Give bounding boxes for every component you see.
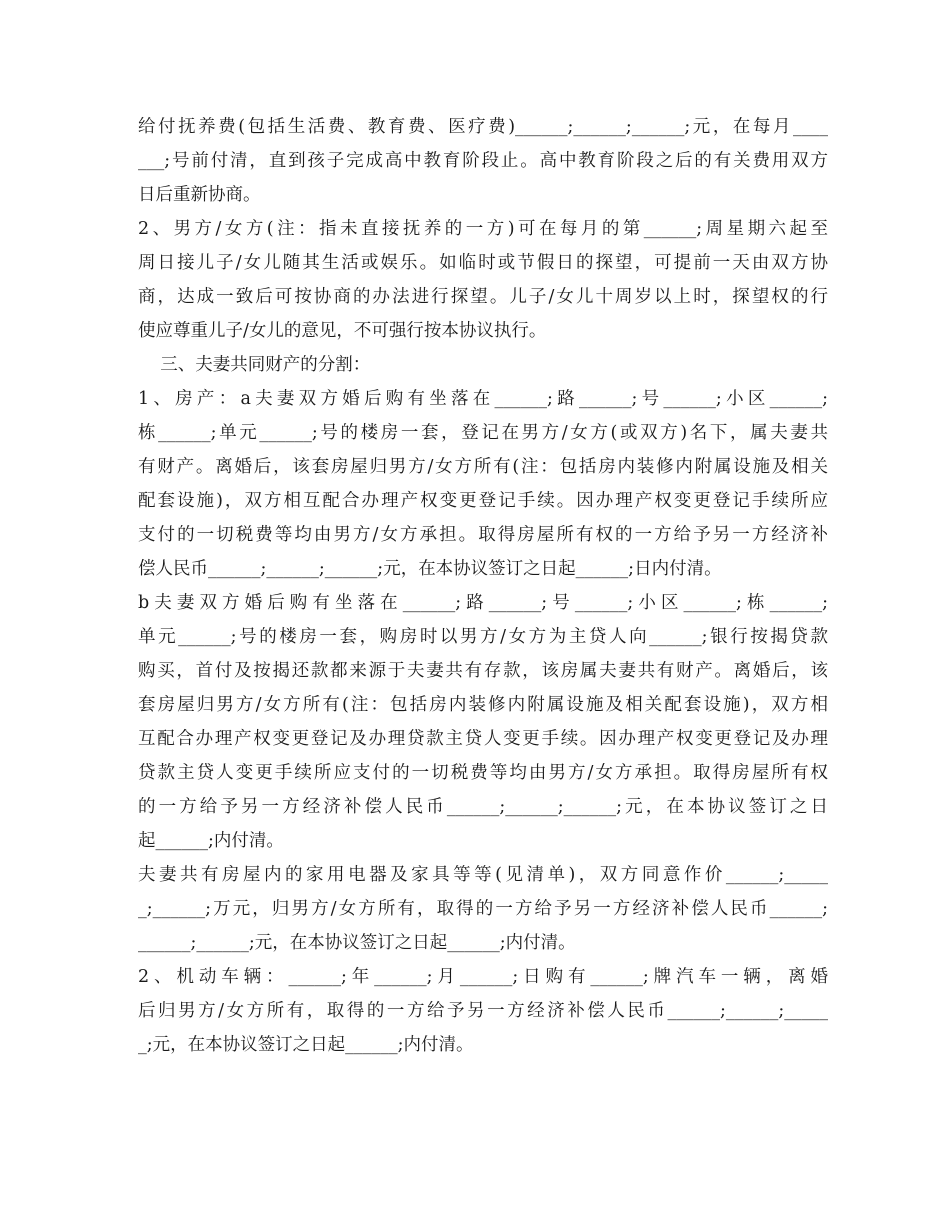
text-line: 夫妻共有房屋内的家用电器及家具等等(见清单)，双方同意作价______;_____ bbox=[138, 865, 828, 885]
text-line: 的一方给予另一方经济补偿人民币______;______;______;元，在本协议签订之日 bbox=[138, 797, 828, 817]
text-line: 偿人民币______;______;______;元，在本协议签订之日起______;日内付清。 bbox=[138, 559, 722, 579]
text-line: 购买，首付及按揭还款都来源于夫妻共有存款，该房属夫妻共有财产。离婚后，该 bbox=[138, 661, 828, 681]
text-line: 周日接儿子/女儿随其生活或娱乐。如临时或节假日的探望，可提前一天由双方协 bbox=[138, 253, 828, 273]
text-line: 有财产。离婚后，该套房屋归男方/女方所有(注：包括房内装修内附属设施及相关 bbox=[138, 457, 828, 477]
text-line: _;元，在本协议签订之日起______;内付清。 bbox=[138, 1035, 474, 1055]
text-line: 起______;内付清。 bbox=[138, 831, 284, 851]
text-line: b夫妻双方婚后购有坐落在______;路______;号______;小区______;栋______; bbox=[138, 593, 828, 613]
text-line: ___;号前付清，直到孩子完成高中教育阶段止。高中教育阶段之后的有关费用双方 bbox=[138, 151, 828, 171]
text-line: 使应尊重儿子/女儿的意见，不可强行按本协议执行。 bbox=[138, 321, 547, 341]
text-line: 三、夫妻共同财产的分割： bbox=[138, 355, 371, 375]
document-body bbox=[138, 110, 828, 1062]
text-line: 1、房产：a夫妻双方婚后购有坐落在______;路______;号______;小区______; bbox=[138, 389, 828, 409]
text-line: 2、机动车辆：______;年______;月______;日购有______;牌汽车一辆，离婚 bbox=[138, 967, 828, 987]
text-line: 给付抚养费(包括生活费、教育费、医疗费)______;______;______;元，在每月____ bbox=[138, 117, 828, 137]
text-line: 后归男方/女方所有，取得的一方给予另一方经济补偿人民币______;______;_____ bbox=[138, 1001, 828, 1021]
text-line: 2、男方/女方(注：指未直接抚养的一方)可在每月的第______;周星期六起至 bbox=[138, 219, 828, 239]
text-line: 栋______;单元______;号的楼房一套，登记在男方/女方(或双方)名下，属夫妻共 bbox=[138, 423, 828, 443]
text-line: 配套设施)，双方相互配合办理产权变更登记手续。因办理产权变更登记手续所应 bbox=[138, 491, 828, 511]
text-line: 单元______;号的楼房一套，购房时以男方/女方为主贷人向______;银行按揭贷款 bbox=[138, 627, 828, 647]
text-line: 互配合办理产权变更登记及办理贷款主贷人变更手续。因办理产权变更登记及办理 bbox=[138, 729, 828, 749]
text-line: ______;______;元，在本协议签订之日起______;内付清。 bbox=[138, 933, 576, 953]
text-line: 商，达成一致后可按协商的办法进行探望。儿子/女儿十周岁以上时，探望权的行 bbox=[138, 287, 828, 307]
text-line: 支付的一切税费等均由男方/女方承担。取得房屋所有权的一方给予另一方经济补 bbox=[138, 525, 828, 545]
text-line: 贷款主贷人变更手续所应支付的一切税费等均由男方/女方承担。取得房屋所有权 bbox=[138, 763, 828, 783]
text-line: _;______;万元，归男方/女方所有，取得的一方给予另一方经济补偿人民币______; bbox=[138, 899, 828, 919]
text-line: 日后重新协商。 bbox=[138, 185, 261, 205]
text-line: 套房屋归男方/女方所有(注：包括房内装修内附属设施及相关配套设施)，双方相 bbox=[138, 695, 828, 715]
